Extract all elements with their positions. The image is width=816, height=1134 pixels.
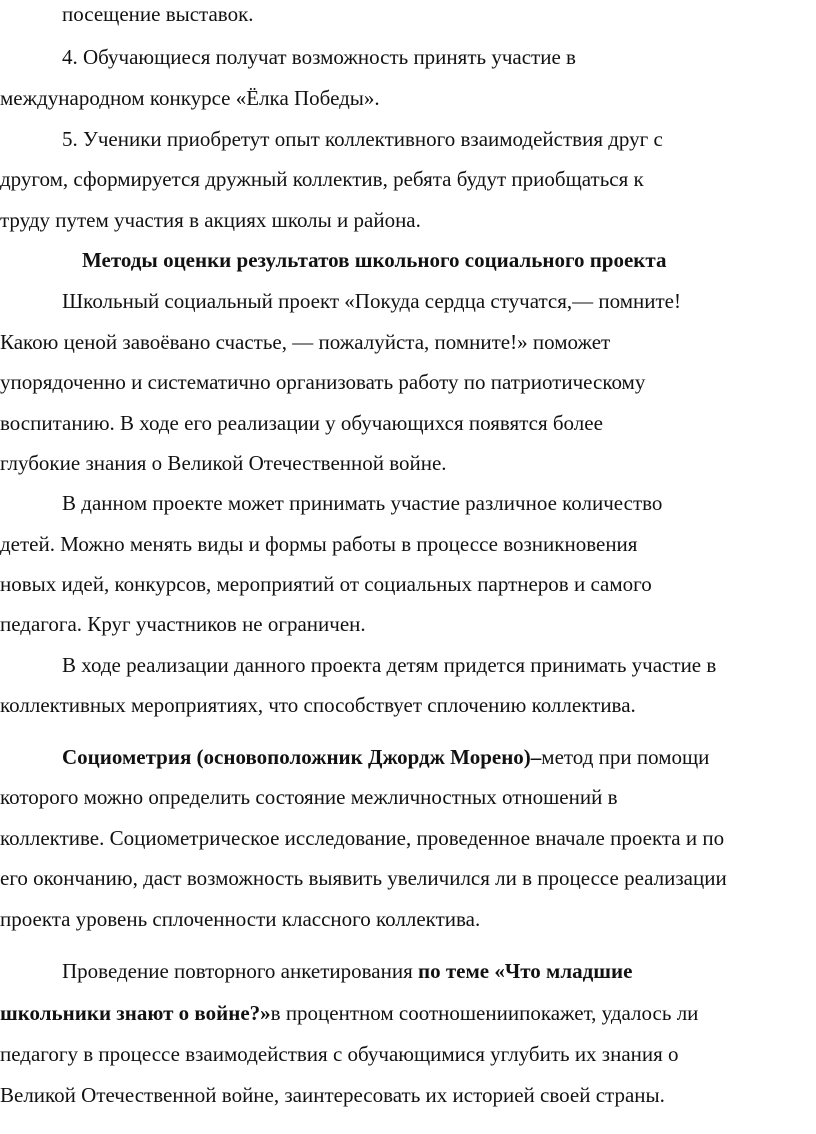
para1-line-5: глубокие знания о Великой Отечественной войне. <box>0 451 447 475</box>
methods-heading: Методы оценки результатов школьного социального проекта <box>82 248 667 272</box>
survey-line-3: педагогу в процессе взаимодействия с обучающимися углубить их знания о <box>0 1042 679 1066</box>
para1-line-2: Какою ценой завоёвано счастье, — пожалуйста, помните!» поможет <box>0 330 611 354</box>
para3-line-2: коллективных мероприятиях, что способствует сплочению коллектива. <box>0 693 636 717</box>
para1-line-3: упорядоченно и систематично организовать работу по патриотическому <box>0 370 646 394</box>
sociometry-line-1 <box>62 744 709 770</box>
survey-topic-part-2: школьники знают о войне?» <box>0 1001 271 1025</box>
item5-line-3: труду путем участия в акциях школы и района. <box>0 208 421 232</box>
item4-line-2: международном конкурсе «Ёлка Победы». <box>0 86 380 110</box>
survey-line-2 <box>0 1000 698 1026</box>
sociometry-term: Социометрия (основоположник Джордж Морено)– <box>62 745 542 769</box>
sociometry-line-1-rest: метод при помощи <box>541 745 710 769</box>
survey-line-4: Великой Отечественной войне, заинтересовать их историей своей страны. <box>0 1083 665 1107</box>
survey-line-2-rest: в процентном соотношениипокажет, удалось ли <box>270 1001 699 1025</box>
survey-line-1 <box>62 958 632 984</box>
para1-line-4: воспитанию. В ходе его реализации у обучающихся появятся более <box>0 411 603 435</box>
para2-line-1: В данном проекте может принимать участие различное количество <box>62 491 663 515</box>
sociometry-line-3: коллективе. Социометрическое исследование, проведенное вначале проекта и по <box>0 826 725 850</box>
para2-line-4: педагога. Круг участников не ограничен. <box>0 612 366 636</box>
sociometry-line-5: проекта уровень сплоченности классного коллектива. <box>0 907 481 931</box>
intro-tail-line: посещение выставок. <box>62 2 254 26</box>
sociometry-line-4: его окончанию, даст возможность выявить увеличился ли в процессе реализации <box>0 866 727 890</box>
item4-line-1: 4. Обучающиеся получат возможность принять участие в <box>62 45 576 69</box>
item5-line-1: 5. Ученики приобретут опыт коллективного взаимодействия друг с <box>62 127 663 151</box>
sociometry-line-2: которого можно определить состояние межличностных отношений в <box>0 785 618 809</box>
survey-topic-part-1: по теме «Что младшие <box>418 959 633 983</box>
para2-line-3: новых идей, конкурсов, мероприятий от социальных партнеров и самого <box>0 572 652 596</box>
para3-line-1: В ходе реализации данного проекта детям придется принимать участие в <box>62 653 717 677</box>
para1-line-1: Школьный социальный проект «Покуда сердца стучатся,— помните! <box>62 289 681 313</box>
survey-line-1-regular: Проведение повторного анкетирования <box>62 959 418 983</box>
para2-line-2: детей. Можно менять виды и формы работы в процессе возникновения <box>0 532 638 556</box>
item5-line-2: другом, сформируется дружный коллектив, ребята будут приобщаться к <box>0 167 644 191</box>
